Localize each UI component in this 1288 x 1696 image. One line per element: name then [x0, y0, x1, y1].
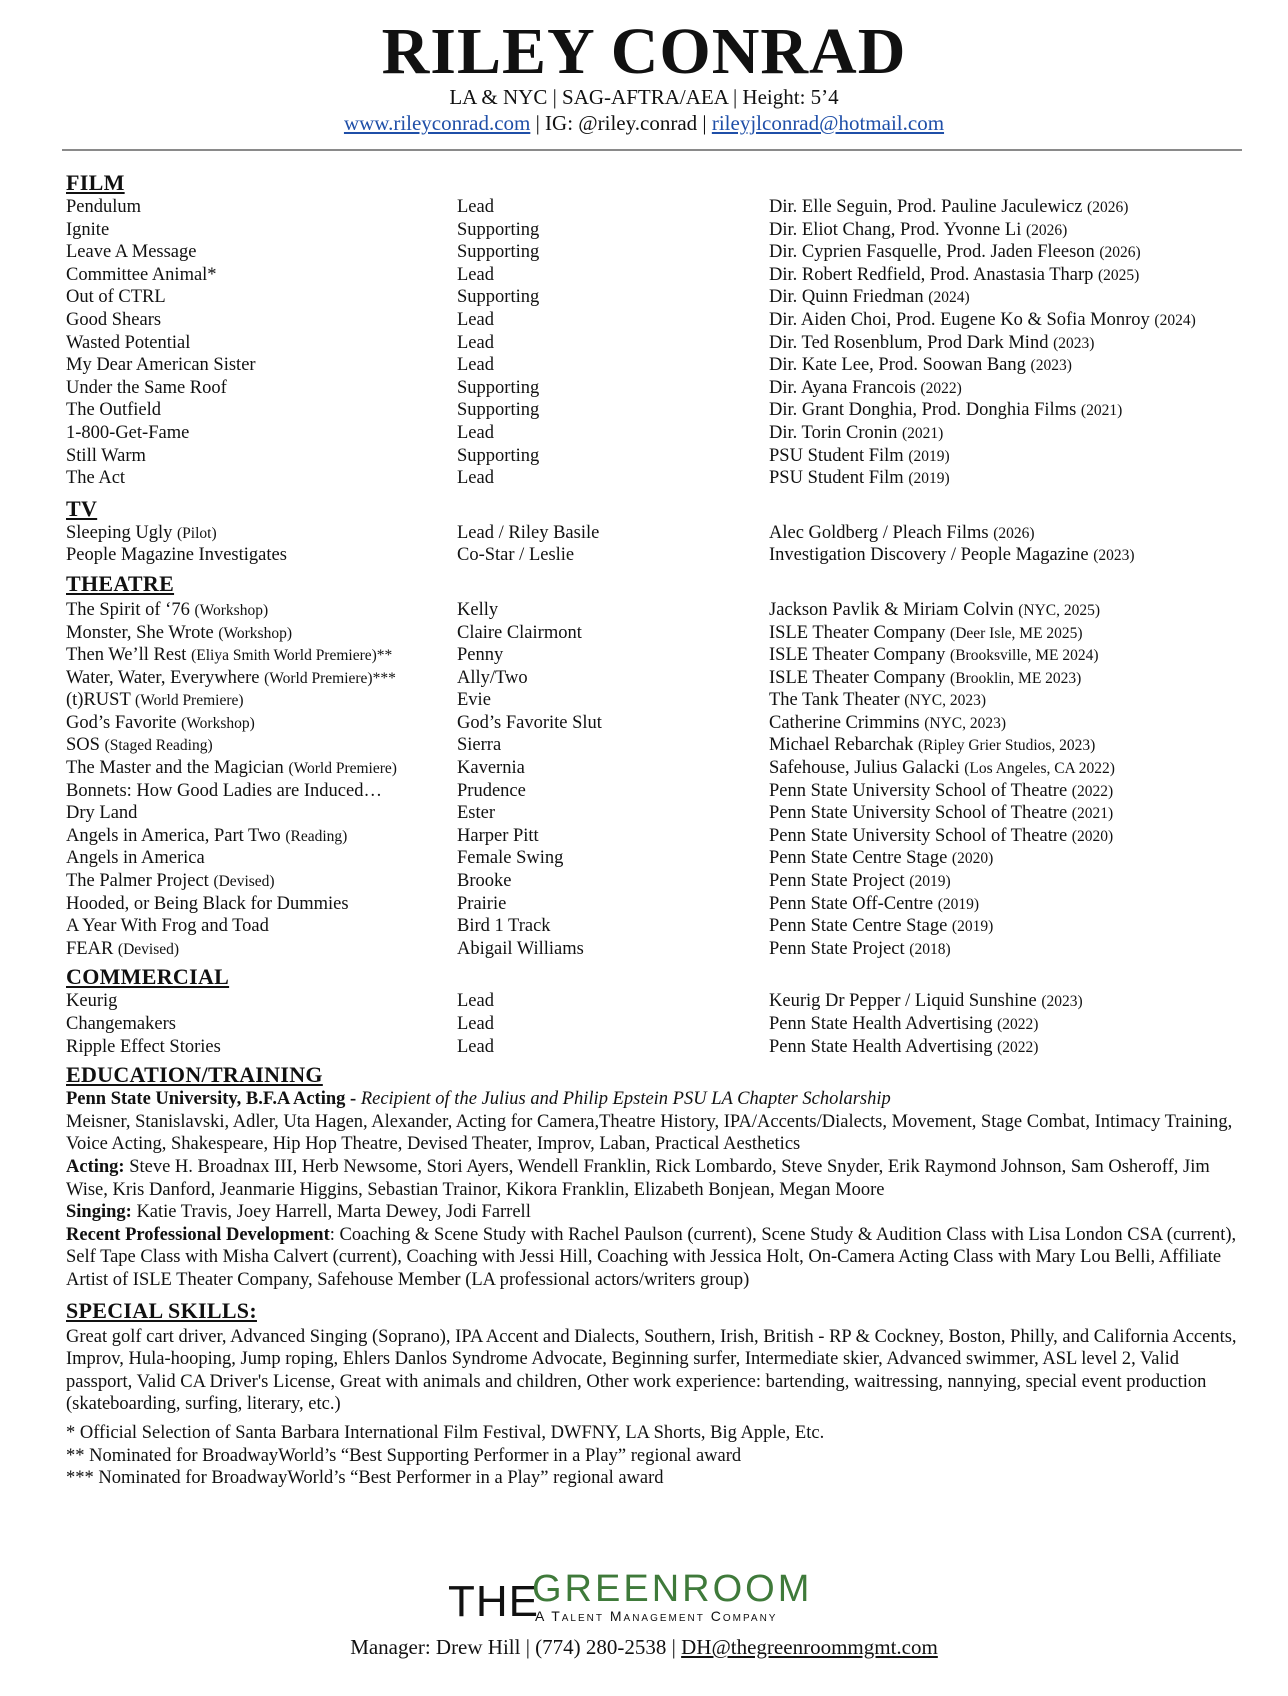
- credit-company: [769, 667, 1081, 691]
- title-text: The Palmer Project: [66, 871, 214, 892]
- credit-year: (2026): [1087, 199, 1129, 216]
- credit-year: (NYC, 2025): [1018, 601, 1101, 619]
- credit-year: (2024): [928, 289, 970, 307]
- company-text: PSU Student Film: [769, 468, 909, 489]
- credit-title: [66, 622, 292, 646]
- theatre-row: [66, 938, 1246, 961]
- tv-row: [66, 522, 1246, 545]
- title-text: Wasted Potential: [66, 332, 191, 353]
- credit-role: Kavernia: [457, 758, 525, 779]
- credit-year: (2023): [1093, 547, 1135, 565]
- credit-role: Lead: [457, 332, 494, 353]
- credit-title: [66, 522, 217, 546]
- credit-year: (2023): [1030, 357, 1072, 375]
- logo-tagline: A Talent Management Company: [535, 1608, 778, 1624]
- credit-company: [769, 915, 993, 939]
- title-note: (World Premiere)***: [264, 669, 396, 687]
- credit-role: Lead: [457, 264, 494, 285]
- credit-company: [769, 802, 1113, 826]
- commercial-row: [66, 1013, 1246, 1036]
- logo-greenroom: GREENROOM: [532, 1568, 813, 1610]
- theatre-row: [66, 599, 1246, 622]
- title-text: Water, Water, Everywhere: [66, 667, 265, 688]
- credit-role: Co-Star / Leslie: [457, 545, 575, 566]
- film-row: [66, 422, 1246, 445]
- credit-year: (Brooksville, ME 2024): [950, 647, 1099, 665]
- skills-heading: SPECIAL SKILLS:: [66, 1297, 257, 1323]
- title-text: Then We’ll Rest: [66, 645, 192, 666]
- title-text: The Master and the Magician: [66, 758, 289, 779]
- film-row: [66, 332, 1246, 355]
- credit-title: [66, 241, 197, 264]
- email-link[interactable]: rileyjlconrad@hotmail.com: [711, 111, 945, 135]
- title-text: 1-800-Get-Fame: [66, 422, 190, 443]
- film-heading: FILM: [66, 170, 125, 195]
- credit-company: [769, 264, 1139, 288]
- credit-title: [66, 467, 125, 490]
- actor-name: RILEY CONRAD: [381, 15, 907, 88]
- film-row: [66, 467, 1246, 490]
- scholarship: Recipient of the Julius and Philip Epstein PSU LA Chapter Scholarship: [360, 1089, 891, 1110]
- credit-title: [66, 1013, 176, 1036]
- tv-heading: TV: [66, 495, 98, 521]
- title-text: Ignite: [66, 219, 110, 240]
- credit-role: Supporting: [457, 242, 540, 263]
- company-text: Keurig Dr Pepper / Liquid Sunshine: [769, 991, 1042, 1012]
- company-text: Dir. Eliot Chang, Prod. Yvonne Li: [769, 219, 1026, 240]
- title-text: Angels in America, Part Two: [66, 825, 286, 846]
- theatre-heading: THEATRE: [66, 570, 175, 596]
- company-text: Dir. Aiden Choi, Prod. Eugene Ko & Sofia Monroy: [769, 309, 1155, 330]
- instagram-handle: | IG: @riley.conrad |: [530, 111, 712, 135]
- credit-company: [769, 825, 1113, 849]
- credit-company: [769, 219, 1067, 243]
- credit-year: (Deer Isle, ME 2025): [950, 624, 1083, 642]
- credit-role: Penny: [457, 645, 504, 666]
- film-row: [66, 377, 1246, 400]
- credit-company: [769, 354, 1072, 378]
- credit-role: Supporting: [457, 219, 540, 240]
- title-text: Hooded, or Being Black for Dummies: [66, 893, 349, 914]
- theatre-row: [66, 757, 1246, 780]
- tv-list: [66, 522, 1246, 567]
- credit-role: Lead / Riley Basile: [457, 522, 600, 543]
- credit-year: (2026): [1099, 244, 1141, 262]
- credit-role: Supporting: [457, 400, 540, 421]
- credit-title: [66, 286, 166, 309]
- credit-company: [769, 622, 1083, 646]
- development-label: Recent Professional Development: [66, 1224, 330, 1245]
- film-row: [66, 286, 1246, 309]
- film-row: [66, 399, 1246, 422]
- film-row: [66, 445, 1246, 468]
- greenroom-logo: [0, 1570, 1288, 1630]
- acting-teachers: Steve H. Broadnax III, Herb Newsome, Stori Ayers, Wendell Franklin, Rick Lombardo, Steve Snyder, Erik Raymond Johnson, Sam Osheroff, Jim Wise, Kris Danford, Jeanmarie Higgins, Sebastian Trainor, Kikora Franklin, Elizabeth Bonjean, Megan Moore: [66, 1156, 1210, 1200]
- credit-company: [769, 422, 943, 446]
- theatre-row: [66, 734, 1246, 757]
- title-text: Good Shears: [66, 309, 162, 330]
- theatre-row: [66, 870, 1246, 893]
- credit-title: [66, 1036, 221, 1059]
- header-divider: [62, 149, 1242, 151]
- credit-role: Lead: [457, 1036, 494, 1057]
- credit-role: Evie: [457, 690, 491, 711]
- credit-role: Lead: [457, 422, 494, 443]
- company-text: Dir. Kate Lee, Prod. Soowan Bang: [769, 355, 1031, 376]
- credit-year: (2022): [920, 379, 962, 397]
- title-note: (Workshop): [181, 714, 255, 732]
- school-name: Penn State University, B.F.A Acting -: [66, 1089, 361, 1110]
- credit-company: [769, 377, 962, 401]
- credit-title: [66, 309, 161, 332]
- title-text: Still Warm: [66, 445, 146, 466]
- company-text: Penn State Centre Stage: [769, 848, 952, 869]
- credit-title: [66, 264, 217, 287]
- contact-line: [0, 110, 1288, 136]
- credit-title: [66, 734, 213, 758]
- title-text: Committee Animal*: [66, 264, 217, 285]
- title-text: Monster, She Wrote: [66, 622, 219, 643]
- title-note: (World Premiere): [135, 692, 244, 710]
- credit-year: (2018): [909, 940, 951, 958]
- credit-title: [66, 689, 244, 713]
- title-text: Out of CTRL: [66, 287, 166, 308]
- credit-role: Lead: [457, 197, 494, 217]
- credit-year: (NYC, 2023): [904, 692, 986, 710]
- company-text: Dir. Cyprien Fasquelle, Prod. Jaden Fleeson: [769, 242, 1100, 263]
- credit-company: [769, 522, 1035, 546]
- credit-title: [66, 445, 146, 468]
- theatre-row: [66, 847, 1246, 870]
- credit-role: Supporting: [457, 377, 540, 398]
- title-text: The Outfield: [66, 400, 162, 421]
- education-heading: EDUCATION/TRAINING: [66, 1062, 323, 1088]
- education-block: [66, 1088, 1246, 1291]
- company-text: ISLE Theater Company: [769, 645, 951, 666]
- company-text: Penn State University School of Theatre: [769, 780, 1072, 801]
- credit-company: [769, 847, 993, 871]
- acting-label: Acting:: [66, 1156, 125, 1177]
- theatre-list: [66, 599, 1246, 961]
- credit-company: [769, 467, 950, 491]
- footnotes: [66, 1422, 1246, 1490]
- title-note: (Devised): [213, 873, 275, 891]
- credit-year: (2023): [1053, 334, 1095, 352]
- title-text: People Magazine Investigates: [66, 545, 287, 566]
- credit-company: [769, 870, 951, 894]
- manager-email-link[interactable]: DH@thegreenroommgmt.com: [681, 1635, 938, 1659]
- credit-role: God’s Favorite Slut: [457, 712, 602, 733]
- company-text: Catherine Crimmins: [769, 712, 925, 733]
- credit-title: [66, 915, 269, 938]
- credit-role: Lead: [457, 468, 494, 489]
- film-list: [66, 196, 1246, 490]
- credit-year: (NYC, 2023): [924, 714, 1006, 732]
- credit-title: [66, 399, 161, 422]
- film-row: [66, 196, 1246, 219]
- credit-year: (2019): [908, 470, 950, 488]
- credit-year: (2021): [1071, 805, 1114, 823]
- title-note: (Devised): [117, 940, 180, 958]
- credit-role: Kelly: [457, 599, 499, 620]
- theatre-row: [66, 893, 1246, 916]
- credit-title: [66, 422, 189, 445]
- title-note: (World Premiere): [288, 760, 397, 778]
- development-text: : Coaching & Scene Study with Rachel Paulson (current), Scene Study & Audition Class with Lisa London CSA (current), Self Tape Class with Misha Calvert (current), Coaching with Jessi Hill, Coaching with Jessica Holt, On-Camera Acting Class with Mary Lou Belli, Affiliate Artist of ISLE Theater Company, Safehouse Member (LA professional actors/writers group): [66, 1224, 1237, 1290]
- film-row: [66, 354, 1246, 377]
- credit-title: [66, 893, 349, 916]
- theatre-row: [66, 622, 1246, 645]
- theatre-row: [66, 802, 1246, 825]
- credit-company: [769, 599, 1100, 623]
- company-text: Jackson Pavlik & Miriam Colvin: [769, 599, 1019, 620]
- credit-year: (Brooklin, ME 2023): [950, 669, 1082, 687]
- credit-company: [769, 399, 1122, 423]
- training-topics: Meisner, Stanislavski, Adler, Uta Hagen, Alexander, Acting for Camera,Theatre History, IPA/Accents/Dialects, Movement, Stage Combat, Intimacy Training, Voice Acting, Shakespeare, Hip Hop Theatre, Devised Theater, Improv, Laban, Practical Aesthetics: [66, 1111, 1233, 1155]
- theatre-row: [66, 712, 1246, 735]
- company-text: ISLE Theater Company: [769, 622, 951, 643]
- title-text: God’s Favorite: [66, 712, 182, 733]
- company-text: Penn State Health Advertising: [769, 1014, 998, 1034]
- credit-role: Claire Clairmont: [457, 622, 582, 643]
- credit-company: [769, 445, 950, 469]
- credit-company: [769, 1036, 1038, 1060]
- credit-company: [769, 309, 1196, 333]
- company-text: ISLE Theater Company: [769, 667, 951, 688]
- credit-year: (2022): [1071, 782, 1114, 800]
- credit-role: Ester: [457, 803, 496, 824]
- credit-role: Harper Pitt: [457, 825, 539, 846]
- credit-title: [66, 667, 396, 691]
- tv-row: [66, 544, 1246, 567]
- credit-role: Abigail Williams: [457, 938, 584, 959]
- commercial-list: [66, 990, 1246, 1058]
- commercial-row: [66, 1036, 1246, 1059]
- credit-role: Lead: [457, 355, 494, 376]
- company-text: Michael Rebarchak: [769, 735, 918, 756]
- footnote: *** Nominated for BroadwayWorld’s “Best Performer in a Play” regional award: [66, 1468, 664, 1489]
- footnote: * Official Selection of Santa Barbara International Film Festival, DWFNY, LA Shorts, Big Apple, Etc.: [66, 1422, 825, 1443]
- credit-title: [66, 990, 117, 1013]
- credit-role: Ally/Two: [457, 667, 528, 688]
- credit-year: (2020): [951, 850, 994, 868]
- theatre-row: [66, 667, 1246, 690]
- title-text: The Act: [66, 468, 126, 489]
- credit-year: (2019): [908, 447, 950, 465]
- credit-role: Lead: [457, 309, 494, 330]
- commercial-heading: COMMERCIAL: [66, 964, 230, 990]
- credit-year: (2021): [1080, 402, 1123, 420]
- credit-role: Prudence: [457, 780, 526, 801]
- theatre-row: [66, 644, 1246, 667]
- credit-company: [769, 286, 970, 310]
- credit-role: Sierra: [457, 735, 502, 756]
- company-text: Investigation Discovery / People Magazine: [769, 545, 1094, 566]
- credit-role: Brooke: [457, 871, 512, 892]
- credit-year: (2022): [997, 1016, 1039, 1033]
- credit-company: [769, 1013, 1038, 1037]
- company-text: Safehouse, Julius Galacki: [769, 758, 965, 779]
- credit-title: [66, 332, 190, 355]
- credit-company: [769, 757, 1115, 781]
- credit-title: [66, 757, 397, 781]
- title-note: (Staged Reading): [104, 737, 213, 755]
- credit-company: [769, 938, 951, 962]
- film-row: [66, 241, 1246, 264]
- company-text: Penn State Health Advertising: [769, 1036, 998, 1057]
- credit-company: [769, 689, 986, 713]
- credit-title: [66, 938, 179, 962]
- credit-role: Supporting: [457, 445, 540, 466]
- credit-year: (2023): [1041, 993, 1083, 1011]
- title-text: Leave A Message: [66, 242, 197, 263]
- credit-year: (2021): [902, 424, 944, 442]
- manager-contact: [0, 1634, 1288, 1660]
- title-note: (Eliya Smith World Premiere)**: [191, 647, 393, 665]
- title-note: (Reading): [285, 827, 348, 845]
- company-text: The Tank Theater: [769, 690, 905, 711]
- company-text: Dir. Torin Cronin: [769, 422, 903, 443]
- credit-year: (2019): [937, 895, 980, 913]
- credit-role: Female Swing: [457, 848, 564, 869]
- credit-company: [769, 712, 1006, 736]
- credit-company: [769, 241, 1141, 265]
- title-note: (Workshop): [194, 601, 269, 619]
- title-text: Pendulum: [66, 197, 142, 217]
- credit-year: (Ripley Grier Studios, 2023): [917, 737, 1096, 755]
- title-text: My Dear American Sister: [66, 355, 256, 376]
- credit-company: [769, 780, 1113, 804]
- commercial-row: [66, 990, 1246, 1013]
- credit-title: [66, 644, 392, 668]
- credit-title: [66, 802, 137, 825]
- theatre-row: [66, 689, 1246, 712]
- website-link[interactable]: www.rileyconrad.com: [343, 111, 531, 135]
- credit-title: [66, 354, 256, 377]
- title-text: FEAR: [66, 938, 118, 959]
- logo-the: THE: [448, 1577, 539, 1626]
- company-text: Penn State Project: [769, 871, 910, 892]
- credit-role: Lead: [457, 1014, 494, 1034]
- credit-year: (2026): [1025, 221, 1068, 239]
- company-text: Dir. Grant Donghia, Prod. Donghia Films: [769, 400, 1081, 421]
- credit-role: Supporting: [457, 287, 540, 308]
- credit-company: [769, 893, 979, 917]
- company-text: Dir. Ted Rosenblum, Prod Dark Mind: [769, 332, 1054, 353]
- title-text: Sleeping Ugly: [66, 522, 177, 543]
- title-text: Ripple Effect Stories: [66, 1036, 221, 1057]
- title-text: A Year With Frog and Toad: [66, 916, 269, 937]
- title-note: (Workshop): [218, 624, 292, 642]
- film-row: [66, 309, 1246, 332]
- company-text: Dir. Quinn Friedman: [769, 287, 929, 308]
- company-text: Dir. Ayana Francois: [769, 377, 921, 398]
- title-text: The Spirit of ‘76: [66, 599, 195, 620]
- title-note: (Pilot): [177, 524, 217, 542]
- credit-company: [769, 644, 1099, 668]
- credit-year: (2026): [993, 524, 1035, 542]
- credit-role: Bird 1 Track: [457, 916, 551, 937]
- credit-year: (2024): [1154, 311, 1196, 329]
- credit-year: (2022): [997, 1038, 1039, 1056]
- actor-info: LA & NYC | SAG-AFTRA/AEA | Height: 5’4: [449, 85, 839, 109]
- title-text: Under the Same Roof: [66, 377, 227, 398]
- title-text: Bonnets: How Good Ladies are Induced…: [66, 780, 382, 801]
- film-row: [66, 264, 1246, 287]
- credit-year: (2019): [909, 873, 951, 891]
- credit-title: [66, 847, 205, 870]
- skills-text: Great golf cart driver, Advanced Singing (Soprano), IPA Accent and Dialects, Southern, Irish, British - RP & Cockney, Boston, Philly, and California Accents, Improv, Hula-hooping, Jump roping, Ehlers Danlos Syndrome Advocate, Beginning surfer, Intermediate skier, Advanced swimmer, ASL level 2, Valid passport, Valid CA Driver's License, Great with animals and children, Other work experience: bartending, waitressing, nannying, special event production (skateboarding, surfing, literary, etc.): [66, 1326, 1237, 1415]
- theatre-row: [66, 915, 1246, 938]
- credit-title: [66, 870, 275, 894]
- credit-role: Prairie: [457, 893, 507, 914]
- credit-title: [66, 196, 141, 219]
- credit-title: [66, 825, 347, 849]
- credit-title: [66, 219, 109, 242]
- company-text: Penn State University School of Theatre: [769, 803, 1072, 824]
- credit-title: [66, 377, 227, 400]
- title-text: Dry Land: [66, 803, 138, 824]
- company-text: PSU Student Film: [769, 445, 909, 466]
- credit-company: [769, 544, 1135, 568]
- theatre-row: [66, 780, 1246, 803]
- credit-company: [769, 734, 1095, 758]
- credit-company: [769, 990, 1083, 1014]
- manager-info: Manager: Drew Hill | (774) 280-2538 |: [350, 1635, 682, 1659]
- film-row: [66, 219, 1246, 242]
- credit-title: [66, 599, 268, 623]
- footnote: ** Nominated for BroadwayWorld’s “Best Supporting Performer in a Play” regional award: [66, 1445, 742, 1466]
- company-text: Penn State Project: [769, 938, 910, 959]
- credit-year: (2019): [951, 918, 994, 936]
- company-text: Penn State University School of Theatre: [769, 825, 1072, 846]
- title-text: Changemakers: [66, 1014, 176, 1034]
- title-text: Keurig: [66, 991, 118, 1012]
- credit-role: Lead: [457, 991, 494, 1012]
- credit-title: [66, 780, 382, 803]
- credit-year: (2020): [1071, 827, 1114, 845]
- company-text: Penn State Centre Stage: [769, 916, 952, 937]
- credit-title: [66, 544, 287, 567]
- title-text: SOS: [66, 735, 105, 756]
- singing-teachers: Katie Travis, Joey Harrell, Marta Dewey, Jodi Farrell: [131, 1202, 531, 1223]
- singing-label: Singing:: [66, 1202, 132, 1223]
- credit-year: (2025): [1098, 266, 1140, 284]
- credit-company: [769, 332, 1094, 356]
- company-text: Dir. Robert Redfield, Prod. Anastasia Tharp: [769, 264, 1099, 285]
- company-text: Penn State Off-Centre: [769, 893, 938, 914]
- resume-body: [66, 168, 1246, 1490]
- title-text: Angels in America: [66, 848, 205, 869]
- credit-company: [769, 196, 1128, 220]
- theatre-row: [66, 825, 1246, 848]
- company-text: Alec Goldberg / Pleach Films: [769, 522, 994, 543]
- title-text: (t)RUST: [66, 690, 136, 711]
- company-text: Dir. Elle Seguin, Prod. Pauline Jaculewicz: [769, 197, 1088, 217]
- credit-title: [66, 712, 255, 736]
- credit-year: (Los Angeles, CA 2022): [964, 760, 1115, 778]
